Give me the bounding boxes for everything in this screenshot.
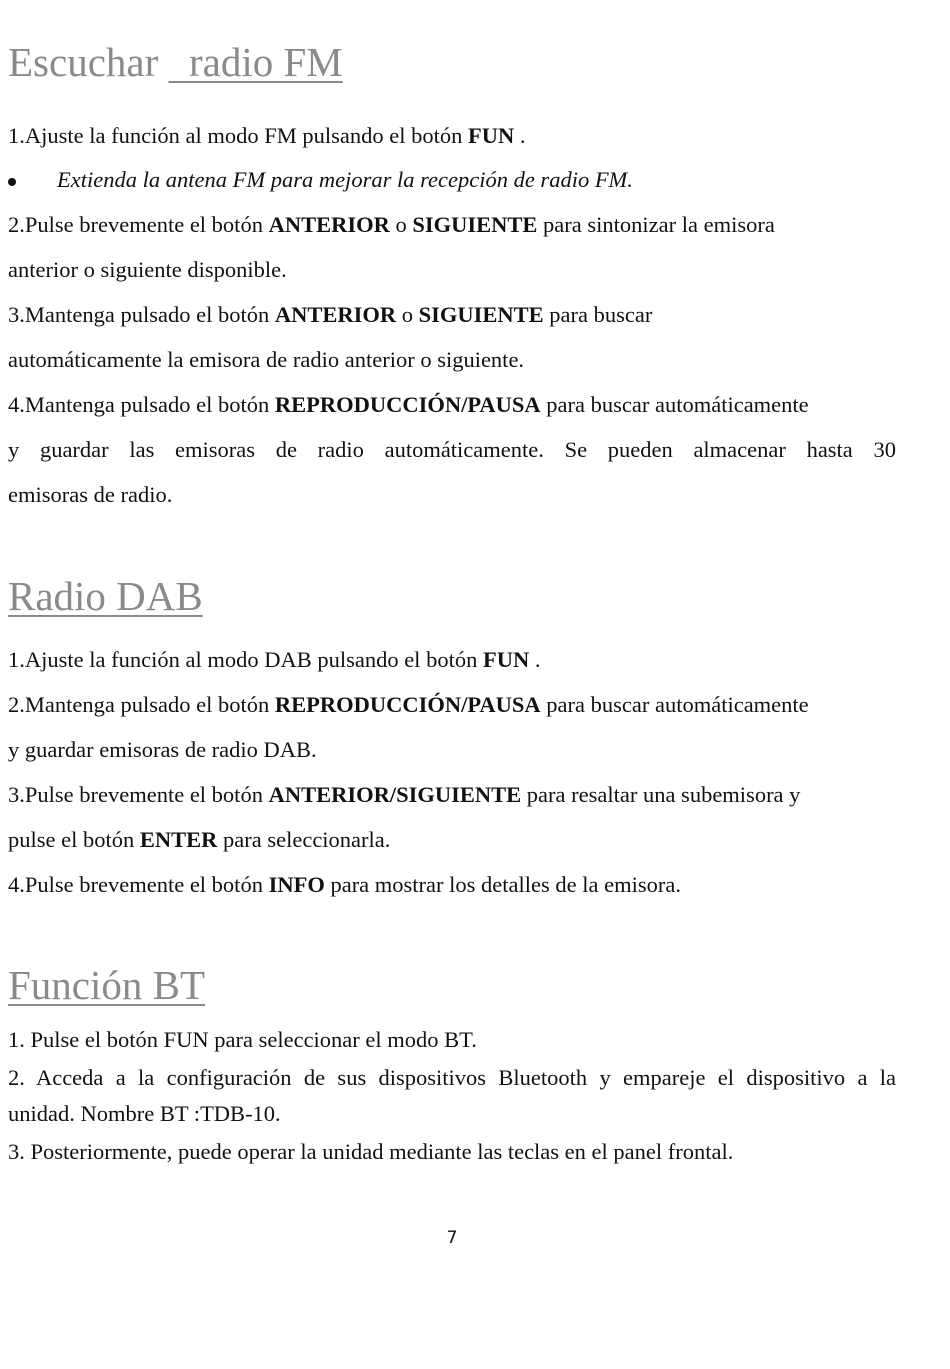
fm-step-2 (8, 210, 775, 240)
fm-step-3 (8, 300, 652, 330)
fm-step-2-button-next: SIGUIENTE (412, 212, 538, 237)
dab-heading-text: Radio DAB (8, 573, 203, 619)
dab-step-3-text: 3.Pulse brevemente el botón (8, 782, 269, 807)
dab-step-3-end: para resaltar una subemisora y (521, 782, 801, 807)
dab-step-4-text: 4.Pulse brevemente el botón (8, 872, 269, 897)
fm-step-1-button-name: FUN (467, 123, 515, 148)
fm-heading-part1: Escuchar (8, 39, 159, 85)
fm-step-4-end: para buscar automáticamente (540, 392, 809, 417)
bt-step-3: 3. Posteriormente, puede operar la unidad mediante las teclas en el panel frontal. (8, 1139, 734, 1164)
fm-step-2-end: para sintonizar la emisora (537, 212, 775, 237)
dab-step-3-cont-end: para seleccionarla. (217, 827, 391, 852)
fm-step-2-text: 2.Pulse brevemente el botón (8, 212, 269, 237)
dab-step-4-button-name: INFO (268, 872, 325, 897)
dab-step-3 (8, 780, 800, 810)
dab-step-2-text: 2.Mantenga pulsado el botón (8, 692, 275, 717)
page-number: 7 (446, 1228, 458, 1248)
fm-step-3-end: para buscar (543, 302, 653, 327)
fm-step-1 (8, 121, 525, 151)
bullet-dot-icon (8, 178, 16, 186)
dab-step-1-button-name: FUN (482, 647, 530, 672)
fm-step-1-text: 1.Ajuste la función al modo FM pulsando el botón (8, 123, 468, 148)
dab-step-2 (8, 690, 809, 720)
bt-step-2: 2. Acceda a la configuración de sus dispositivos Bluetooth y empareje el dispositivo a la (8, 1065, 896, 1090)
fm-step-3-continuation: automáticamente la emisora de radio anterior o siguiente. (8, 347, 525, 372)
dab-heading (8, 572, 203, 620)
dab-step-1-text: 1.Ajuste la función al modo DAB pulsando el botón (8, 647, 483, 672)
fm-step-2-or: o (389, 212, 413, 237)
fm-step-4-continuation-1: y guardar las emisoras de radio automáticamente. Se pueden almacenar hasta 30 (8, 437, 896, 462)
bt-heading-text: Función BT (8, 962, 206, 1008)
bt-heading (8, 961, 205, 1009)
dab-step-3-button-name: ANTERIOR/SIGUIENTE (268, 782, 522, 807)
fm-step-3-button-prev: ANTERIOR (274, 302, 397, 327)
dab-step-4 (8, 870, 681, 900)
dab-step-2-end: para buscar automáticamente (540, 692, 809, 717)
fm-heading (8, 38, 343, 86)
fm-step-3-button-next: SIGUIENTE (418, 302, 544, 327)
fm-step-2-button-prev: ANTERIOR (268, 212, 390, 237)
fm-step-4 (8, 390, 809, 420)
fm-step-1-end: . (514, 123, 526, 148)
bt-step-1: 1. Pulse el botón FUN para seleccionar el modo BT. (8, 1027, 477, 1052)
fm-step-4-text: 4.Mantenga pulsado el botón (8, 392, 275, 417)
bt-step-2-continuation: unidad. Nombre BT :TDB-10. (8, 1101, 281, 1126)
fm-step-2-continuation: anterior o siguiente disponible. (8, 257, 287, 282)
dab-step-3-cont-text: pulse el botón (8, 827, 140, 852)
dab-step-1-end: . (529, 647, 541, 672)
fm-step-4-button-name: REPRODUCCIÓN/PAUSA (274, 392, 541, 417)
dab-step-4-end: para mostrar los detalles de la emisora. (324, 872, 681, 897)
dab-step-3-continuation (8, 825, 390, 855)
dab-step-1 (8, 645, 540, 675)
fm-step-3-or: o (396, 302, 419, 327)
dab-step-2-button-name: REPRODUCCIÓN/PAUSA (274, 692, 541, 717)
fm-step-3-text: 3.Mantenga pulsado el botón (8, 302, 275, 327)
fm-step-4-continuation-2: emisoras de radio. (8, 482, 173, 507)
dab-step-2-continuation: y guardar emisoras de radio DAB. (8, 737, 317, 762)
dab-step-3-enter-button: ENTER (139, 827, 218, 852)
fm-heading-part2: radio FM (168, 39, 343, 85)
fm-antenna-note: Extienda la antena FM para mejorar la recepción de radio FM. (57, 167, 633, 192)
